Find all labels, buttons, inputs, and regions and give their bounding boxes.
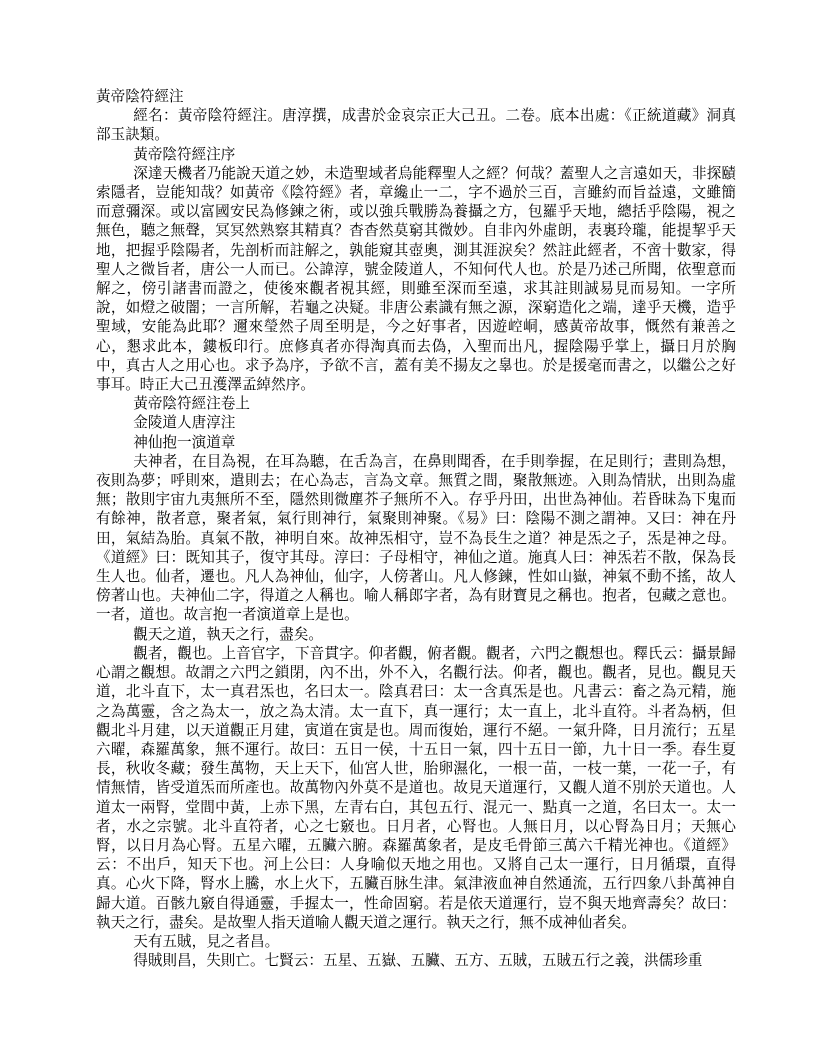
preface-body: 深達天機者乃能說天道之妙，未造聖域者烏能釋聖人之經？何哉？蓋聖人之言遠如天，非探賾索隱者，豈能知哉？如黃帝《陰符經》者，章纔止一二，字不過於三百，言雖約而旨益遠，文雖簡而意彌深。或以富國安民為修鍊之術，或以強兵戰勝為養攝之方，包羅乎天地，總括乎陰陽，視之無色，聽之無聲，冥冥然熟察其精真？杳杳然莫窮其微妙。自非內外虛朗，表裏玲瓏，能提挈乎天地，把握乎陰陽者，先剖析而註解之，孰能窺其壺奧，測其涯淚矣？然註此經者，不啻十數家，得聖人之微旨者，唐公一人而已。公諱淳，號金陵道人，不知何代人也。於是乃述己所聞，依聖意而解之，傍引諸書而證之，使後來觀者視其經，則雖至深而至遠，求其註則誠易見而易知。一字所說，如燈之破闇；一言所解，若龜之决疑。非唐公素識有無之源，深窮造化之端，達乎天機，造乎聖域，安能為此耶？邇來瑩然子周至明是，今之好事者，因遊崆峒，感黃帝故事，慨然有兼善之心，懇求此本，鏤板印行。庶修真者亦得淘真而去偽，入聖而出凡，握陰陽乎掌上，攝日月於胸中，真古人之用心也。求予為序，予欲不言，蓋有美不揚友之辠也。於是援毫而書之，以繼公之好事耳。時正大己丑濩澤孟綽然序。 [96,165,736,394]
scripture-line-five-thieves: 天有五賊，見之者昌。 [133,933,280,950]
document-title: 黃帝陰符經注 [96,89,184,105]
annotator-byline: 金陵道人唐淳注 [133,415,236,432]
volume-title: 黃帝陰符經注卷上 [133,396,250,413]
text-block [96,88,736,971]
commentary-spirit: 夫神者，在目為視，在耳為聽，在舌為言，在鼻則聞香，在手則拳握，在足則行；晝則為想，夜則為夢；呼則來，遣則去；在心為志，言為文章。無質之間，聚散無迹。入則為情狀，出則為虛無；散則宇宙九夷無所不至，隱然則微塵芥子無所不入。存乎丹田，出世為神仙。若昏昧為下鬼而有餘神，散者意，聚者氣，氣行則神行，氣聚則神聚。《易》曰：陰陽不測之謂神。又曰：神在丹田，氣結為胎。真氣不散，神明自來。故神炁相守，豈不為長生之道？神是炁之子，炁是神之母。《道經》曰：既知其子，復守其母。淳曰：子母相守，神仙之道。施真人曰：神炁若不散，保為長生人也。仙者，遷也。凡人為神仙，仙字，人傍著山。凡人修鍊，性如山嶽，神氣不動不搖，故人傍著山也。夫神仙二字，得道之人稱也。喻人稱郎字者，為有財寶見之稱也。抱者，包藏之意也。一者，道也。故言抱一者演道章上是也。 [96,453,736,624]
chapter-title: 神仙抱一演道章 [133,434,236,451]
preface-title: 黃帝陰符經注序 [133,146,236,163]
commentary-observe: 觀者，觀也。上音官字，下音貫字。仰者觀，俯者觀。觀者，六門之觀想也。釋氏云：攝景歸心謂之觀想。故謂之六門之鎖閉，內不出，外不入，名觀行法。仰者，觀也。觀者，見也。觀見天道，北斗直下，太一真君炁也，名曰太一。陰真君曰：太一含真炁是也。凡書云：畜之為元精，施之為萬靈，含之為太一，放之為太清。太一直下，真一運行；太一直上，北斗直符。斗者為柄，但觀北斗月建，以天道觀正月建，寅道在寅是也。周而復始，運行不絕。一氣升降，日月流行；五星六曜，森羅萬象，無不運行。故曰：五日一侯，十五日一氣，四十五日一節，九十日一季。春生夏長，秋收冬藏；發生萬物，天上天下，仙宮人世，胎卵濕化，一根一苗，一枝一葉，一花一子，有情無情，皆受道炁而所產也。故萬物內外莫不是道也。故見天道運行，又觀人道不別於天道也。人道太一兩腎，堂間中黃，上赤下黑，左青右白，其包五行、混元一、點真一之道，名曰太一。太一者，水之宗號。北斗直符者，心之七竅也。日月者，心腎也。人無日月，以心腎為日月；天無心腎，以日月為心腎。五星六曜，五臟六腑。森羅萬象者，是皮毛骨節三萬六千精光神也。《道經》云：不出戶，知天下也。河上公曰：人身喻似天地之用也。又將自己太一運行，日月循環，直得真。心火下降，腎水上騰，水上火下，五臟百脉生津。氣津液血神自然通流，五行四象八卦萬神自歸大道。百骸九竅自得通靈，手握太一，性命固窮。若是依天道運行，豈不與天地齊壽矣？故曰：執天之行，盡矣。是故聖人指天道喻人觀天道之運行。執天之行，無不成神仙者矣。 [96,645,736,931]
edition-note: 經名：黃帝陰符經注。唐淳撰，成書於金哀宗正大己丑。二卷。底本出處：《正統道藏》洞真部玉訣類。 [96,108,736,144]
scripture-line-observe: 觀天之道，執天之行，盡矣。 [133,626,323,643]
commentary-five-thieves: 得賊則昌，失則亡。七賢云：五星、五嶽、五臟、五方、五賊，五賊五行之義，洪儒珍重 [133,953,703,970]
